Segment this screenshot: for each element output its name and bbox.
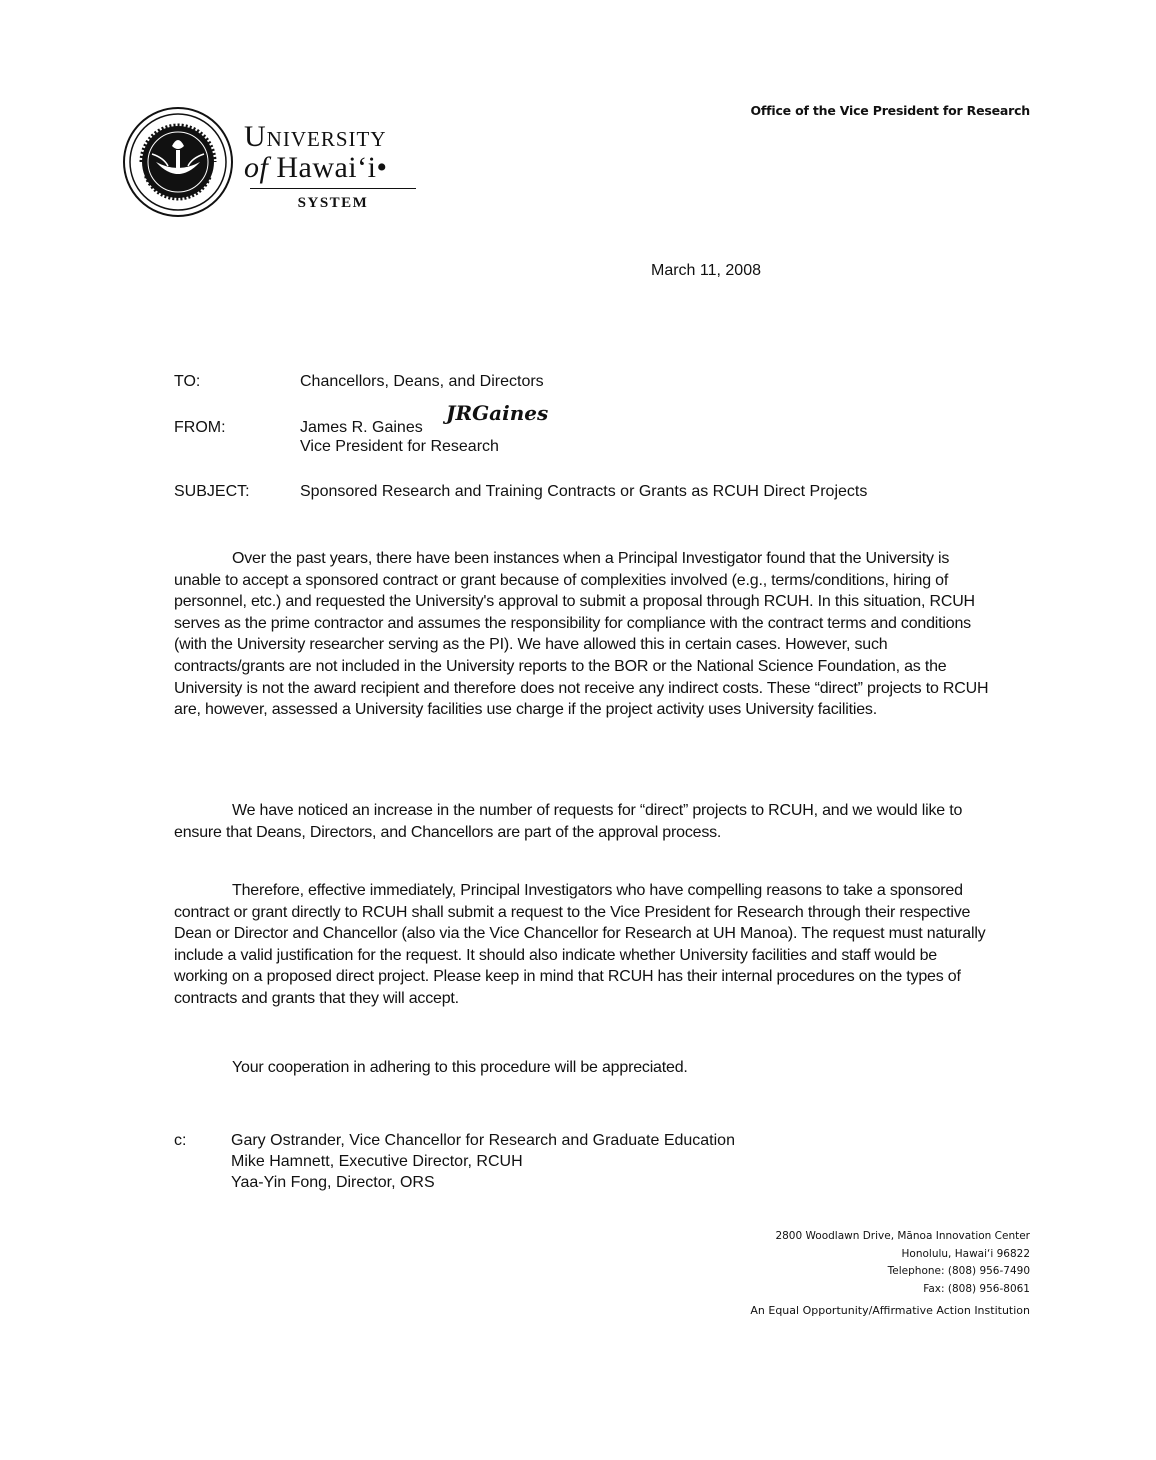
cc-list: [231, 1130, 735, 1193]
from-label: FROM:: [174, 419, 226, 436]
signature: JRGaines: [446, 401, 549, 425]
cc-recipient: Gary Ostrander, Vice Chancellor for Research and Graduate Education: [231, 1132, 735, 1149]
paragraph-text: Therefore, effective immediately, Principal Investigators who have compelling reasons to take a sponsored contract or grant directly to RCUH shall submit a request to the Vice President for Research through their respective Dean or Director and Chancellor (also via the Vice Chancellor for Research at UH Manoa). The request must naturally include a valid justification for the request. It should also indicate whether University facilities and staff would be working on a proposed direct project. Please keep in mind that RCUH has their internal procedures on the types of contracts and grants that they will accept.: [174, 882, 986, 1007]
cc-label: c:: [174, 1132, 187, 1149]
body-paragraph-2: [174, 800, 994, 843]
from-name: James R. Gaines: [300, 419, 423, 436]
footer-fax: Fax: (808) 956-8061: [923, 1282, 1030, 1295]
body-paragraph-1: [174, 548, 994, 721]
subject-label: SUBJECT:: [174, 483, 250, 500]
logo-of-hawaii: [244, 152, 416, 184]
logo-university: University: [244, 120, 387, 153]
office-header: Office of the Vice President for Research: [750, 103, 1030, 118]
from-title: Vice President for Research: [300, 438, 499, 455]
paragraph-text: Your cooperation in adhering to this procedure will be appreciated.: [232, 1059, 688, 1076]
cc-recipient: Yaa-Yin Fong, Director, ORS: [231, 1174, 435, 1191]
footer-city: Honolulu, Hawai‘i 96822: [901, 1247, 1030, 1260]
body-paragraph-3: [174, 880, 994, 1010]
to-label: TO:: [174, 373, 201, 390]
university-seal-icon: [122, 106, 234, 218]
body-paragraph-4: [174, 1057, 994, 1079]
footer-street: 2800 Woodlawn Drive, Mānoa Innovation Center: [775, 1230, 1030, 1242]
footer-address: [750, 1228, 1030, 1320]
logo-hawaii: Hawai‘i•: [276, 151, 388, 184]
cc-recipient: Mike Hamnett, Executive Director, RCUH: [231, 1153, 523, 1170]
letter-date: March 11, 2008: [651, 262, 761, 279]
logo-rule: [250, 188, 416, 189]
paragraph-text: We have noticed an increase in the number of requests for “direct” projects to RCUH, and we would like to ensure that Deans, Directors, and Chancellors are part of the approval process.: [174, 802, 963, 841]
university-logo: [244, 122, 416, 212]
footer-telephone: Telephone: (808) 956-7490: [887, 1265, 1030, 1277]
paragraph-text: Over the past years, there have been instances when a Principal Investigator found that the University is unable to accept a sponsored contract or grant because of complexities involved (e.g., terms/conditions, hiring of personnel, etc.) and requested the University's approval to submit a proposal through RCUH. In this situation, RCUH serves as the prime contractor and assumes the responsibility for compliance with the contract terms and conditions (with the University researcher serving as the PI). We have allowed this in certain cases. However, such contracts/grants are not included in the University reports to the BOR or the National Science Foundation, as the University is not the award recipient and therefore does not receive any indirect costs. These “direct” projects to RCUH are, however, assessed a University facilities use charge if the project activity uses University facilities.: [174, 550, 989, 719]
logo-of: of: [244, 151, 269, 184]
to-value: Chancellors, Deans, and Directors: [300, 373, 544, 390]
footer-eo-statement: An Equal Opportunity/Affirmative Action Institution: [750, 1304, 1030, 1317]
subject-value: Sponsored Research and Training Contracts or Grants as RCUH Direct Projects: [300, 483, 868, 500]
logo-system: SYSTEM: [297, 195, 369, 211]
